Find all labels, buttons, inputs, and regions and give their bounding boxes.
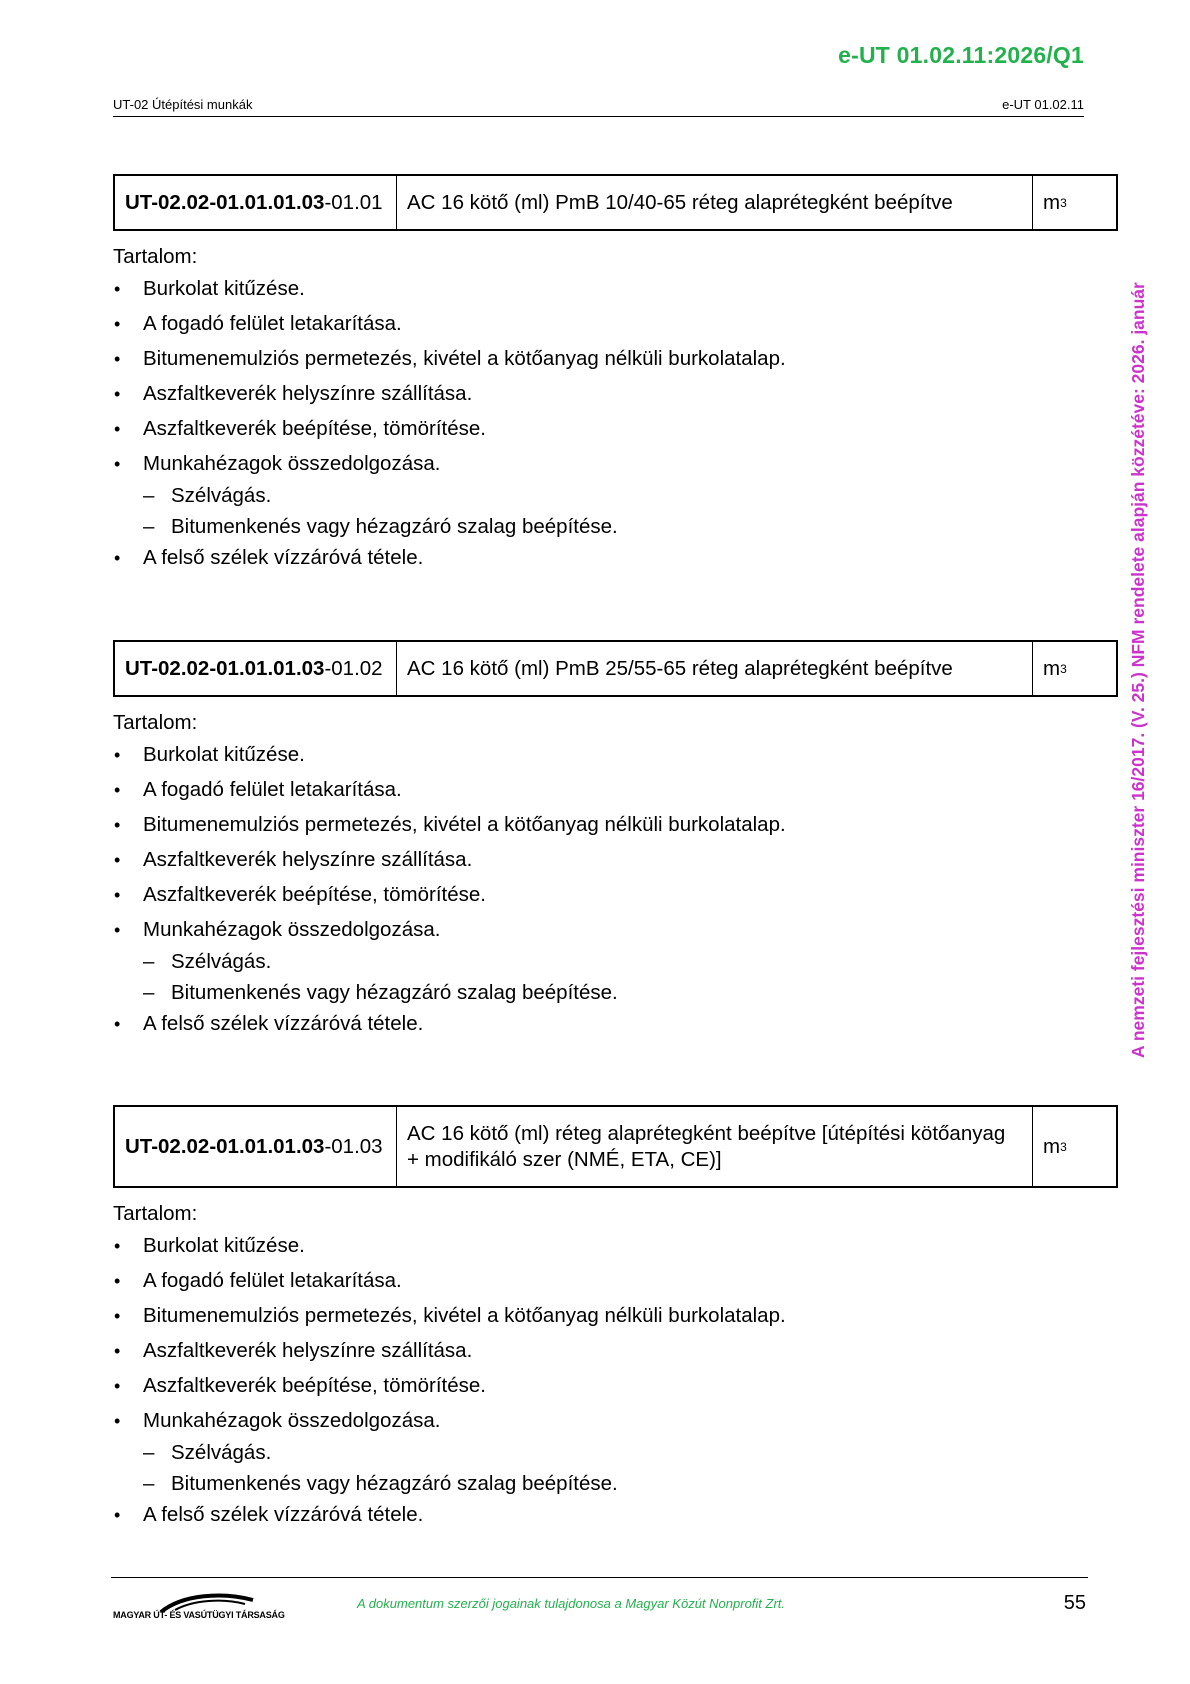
list-item: • Munkahézagok összedolgozása. – Szélvágás. – Bitumenkenés vagy hézagzáró szalag beépítése. bbox=[113, 914, 1116, 1008]
list-item: • Aszfaltkeverék helyszínre szállítása. bbox=[114, 1339, 473, 1362]
sub-list-item: – Bitumenkenés vagy hézagzáró szalag beépítése. bbox=[143, 1472, 618, 1495]
list-item: • Aszfaltkeverék helyszínre szállítása. bbox=[114, 848, 473, 871]
item-header-table bbox=[113, 1105, 1118, 1188]
sub-list-item: – Szélvágás. bbox=[143, 950, 272, 973]
list-item: • Bitumenemulziós permetezés, kivétel a kötőanyag nélküli burkolatalap. bbox=[114, 813, 786, 836]
item-header-table bbox=[113, 640, 1118, 697]
page-number: 55 bbox=[1063, 1592, 1086, 1614]
sub-list bbox=[113, 1437, 1116, 1499]
list-item: • Aszfaltkeverék beépítése, tömörítése. bbox=[114, 417, 486, 440]
header-document-id: e-UT 01.02.11 bbox=[1002, 97, 1084, 112]
sub-list bbox=[113, 946, 1116, 1008]
list-item: • Munkahézagok összedolgozása. – Szélvágás. – Bitumenkenés vagy hézagzáró szalag beépítése. bbox=[113, 448, 1116, 542]
item-unit: m 3 bbox=[1043, 656, 1067, 680]
list-item: • Munkahézagok összedolgozása. – Szélvágás. – Bitumenkenés vagy hézagzáró szalag beépítése. bbox=[113, 1405, 1116, 1499]
list-item: • A fogadó felület letakarítása. bbox=[114, 1269, 402, 1292]
item-code: UT-02.02-01.01.01.03 -01.03 bbox=[115, 1107, 397, 1186]
footer-divider bbox=[111, 1577, 1088, 1578]
list-item: • Aszfaltkeverék beépítése, tömörítése. bbox=[114, 883, 486, 906]
list-item: • Burkolat kitűzése. bbox=[114, 1234, 305, 1257]
item-section-1 bbox=[113, 174, 1116, 577]
item-header-table bbox=[113, 174, 1118, 231]
content-label: Tartalom: bbox=[113, 711, 198, 734]
item-unit: m 3 bbox=[1043, 190, 1067, 214]
item-code: UT-02.02-01.01.01.03 -01.01 bbox=[115, 176, 397, 229]
logo-text: MAGYAR ÚT- ÉS VASÚTÜGYI TÁRSASÁG bbox=[113, 1610, 285, 1620]
item-unit: m 3 bbox=[1043, 1134, 1067, 1158]
list-item: • Burkolat kitűzése. bbox=[114, 277, 305, 300]
sub-list bbox=[113, 480, 1116, 542]
list-item: • A fogadó felület letakarítása. bbox=[114, 312, 402, 335]
content-list bbox=[113, 739, 1116, 1043]
content-label: Tartalom: bbox=[113, 1202, 198, 1225]
content-list bbox=[113, 273, 1116, 577]
content-list bbox=[113, 1230, 1116, 1534]
item-code: UT-02.02-01.01.01.03 -01.02 bbox=[115, 642, 397, 695]
item-section-2 bbox=[113, 640, 1116, 1043]
item-description: AC 16 kötő (ml) PmB 25/55-65 réteg alaprétegként beépítve bbox=[397, 642, 1033, 695]
society-logo bbox=[113, 1590, 285, 1630]
sub-list-item: – Szélvágás. bbox=[143, 1441, 272, 1464]
list-item: • A felső szélek vízzáróvá tétele. bbox=[114, 546, 424, 569]
list-item: • A fogadó felület letakarítása. bbox=[114, 778, 402, 801]
sub-list-item: – Szélvágás. bbox=[143, 484, 272, 507]
page-header bbox=[113, 94, 1084, 117]
sub-list-item: – Bitumenkenés vagy hézagzáró szalag beépítése. bbox=[143, 515, 618, 538]
header-section-title: UT-02 Útépítési munkák bbox=[113, 97, 253, 112]
document-code: e-UT 01.02.11:2026/Q1 bbox=[838, 42, 1084, 68]
item-description: AC 16 kötő (ml) PmB 10/40-65 réteg alaprétegként beépítve bbox=[397, 176, 1033, 229]
list-item: • Burkolat kitűzése. bbox=[114, 743, 305, 766]
copyright-note: A dokumentum szerzői jogainak tulajdonosa a Magyar Közút Nonprofit Zrt. bbox=[357, 1596, 786, 1611]
content-label: Tartalom: bbox=[113, 245, 198, 268]
list-item: • A felső szélek vízzáróvá tétele. bbox=[114, 1503, 424, 1526]
list-item: • Aszfaltkeverék helyszínre szállítása. bbox=[114, 382, 473, 405]
list-item: • Aszfaltkeverék beépítése, tömörítése. bbox=[114, 1374, 486, 1397]
list-item: • Bitumenemulziós permetezés, kivétel a kötőanyag nélküli burkolatalap. bbox=[114, 1304, 786, 1327]
list-item: • A felső szélek vízzáróvá tétele. bbox=[114, 1012, 424, 1035]
item-section-3 bbox=[113, 1105, 1116, 1534]
item-description: AC 16 kötő (ml) réteg alaprétegként beépítve [útépítési kötőanyag + modifikáló szer (NMÉ, ETA, CE)] bbox=[397, 1107, 1033, 1186]
publication-side-note: A nemzeti fejlesztési miniszter 16/2017. (V. 25.) NFM rendelete alapján közzétéve: 2026. január bbox=[1128, 282, 1148, 1058]
sub-list-item: – Bitumenkenés vagy hézagzáró szalag beépítése. bbox=[143, 981, 618, 1004]
list-item: • Bitumenemulziós permetezés, kivétel a kötőanyag nélküli burkolatalap. bbox=[114, 347, 786, 370]
